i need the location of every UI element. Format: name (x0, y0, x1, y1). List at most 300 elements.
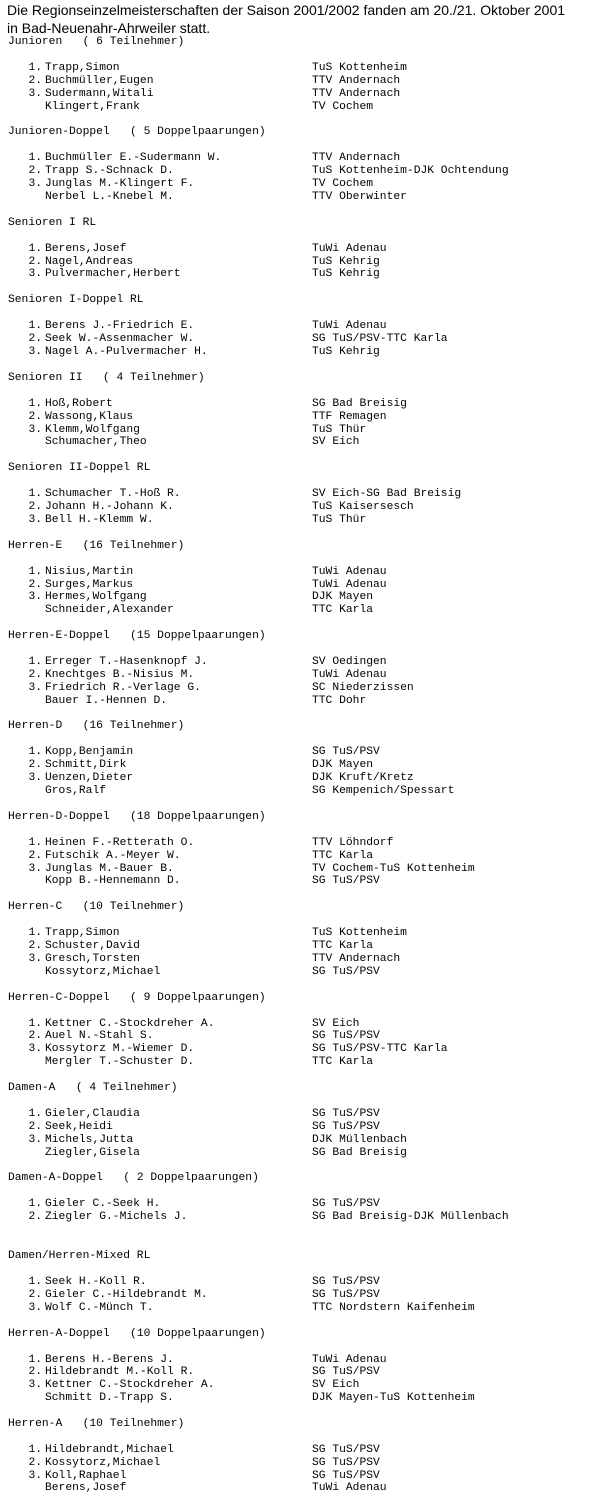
result-club: SG TuS/PSV (312, 1469, 380, 1482)
result-club: TuWi Adenau (312, 1482, 387, 1495)
result-club: TuS Kehrig (312, 345, 380, 358)
result-row (0, 1108, 600, 1121)
result-club: TTV Andernach (312, 74, 401, 87)
result-row (0, 411, 600, 424)
result-row (0, 953, 600, 966)
result-row (0, 927, 600, 940)
result-row (0, 1444, 600, 1457)
result-row (0, 165, 600, 178)
result-row (0, 1121, 600, 1134)
result-row (0, 424, 600, 437)
result-name: Surges,Markus (45, 578, 134, 591)
result-rank: 2. (28, 410, 42, 423)
result-row (0, 514, 600, 527)
result-name: Wassong,Klaus (45, 410, 134, 423)
result-name: Berens H.-Berens J. (45, 1353, 174, 1366)
result-row (0, 1198, 600, 1211)
result-club: SG TuS/PSV (312, 1107, 380, 1120)
result-row (0, 1366, 600, 1379)
category-section (0, 720, 600, 810)
result-row (0, 1457, 600, 1470)
result-name: Trapp S.-Schnack D. (45, 165, 174, 178)
result-rank: 3. (28, 1301, 42, 1314)
result-name: Kopp,Benjamin (45, 746, 134, 759)
result-name: Seek H.-Koll R. (45, 1276, 147, 1289)
result-name: Gieler C.-Seek H. (45, 1198, 161, 1211)
result-name: Gieler C.-Hildebrandt M. (45, 1288, 208, 1301)
result-name: Pulvermacher,Herbert (45, 268, 181, 281)
result-club: SG TuS/PSV (312, 875, 380, 888)
result-rank: 1. (28, 1276, 42, 1289)
result-row (0, 1043, 600, 1056)
result-rank: 1. (28, 320, 42, 333)
result-club: TTV Andernach (312, 952, 401, 965)
result-rank: 3. (28, 1043, 42, 1056)
category-section (0, 992, 600, 1082)
result-row (0, 243, 600, 256)
result-club: SG TuS/PSV (312, 1443, 380, 1456)
result-name: Auel N.-Stahl S. (45, 1030, 154, 1043)
result-rank: 1. (28, 488, 42, 501)
result-club: TTC Karla (312, 604, 374, 617)
result-row (0, 191, 600, 204)
results-list (0, 36, 600, 1508)
result-name: Michels,Jutta (45, 1133, 134, 1146)
participant-count: (15 Doppelpaarungen) (130, 630, 266, 643)
category-heading (0, 1418, 600, 1431)
result-name: Klemm,Wolfgang (45, 423, 140, 436)
result-row (0, 320, 600, 333)
category-title: Junioren (8, 36, 63, 48)
result-rank: 1. (28, 1107, 42, 1120)
category-section (0, 462, 600, 540)
participant-count: ( 2 Doppelpaarungen) (123, 1172, 259, 1185)
category-section (0, 630, 600, 720)
result-rank: 2. (28, 940, 42, 953)
result-club: TTV Andernach (312, 87, 401, 100)
category-heading (0, 1250, 600, 1263)
result-row (0, 1018, 600, 1031)
category-heading (0, 540, 600, 553)
category-section (0, 372, 600, 462)
result-rank: 3. (28, 681, 42, 694)
result-name: Knechtges B.-Nisius M. (45, 668, 195, 681)
result-name: Bauer I.-Hennen D. (45, 694, 168, 707)
result-club: TuS Kottenheim-DJK Ochtendung (312, 165, 509, 178)
result-name: Nisius,Martin (45, 565, 134, 578)
result-row (0, 940, 600, 953)
result-club: SG TuS/PSV (312, 1030, 380, 1043)
result-club: SV Eich (312, 1017, 360, 1030)
result-name: Futschik A.-Meyer W. (45, 849, 181, 862)
result-name: Sudermann,Witali (45, 87, 154, 100)
intro-line-2: in Bad-Neuenahr-Ahrweiler statt. (7, 20, 211, 36)
result-rank: 2. (28, 578, 42, 591)
result-club: SV Eich (312, 436, 360, 449)
result-club: SG TuS/PSV-TTC Karla (312, 1043, 448, 1056)
result-club: TTF Remagen (312, 410, 387, 423)
result-club: SG Kempenich/Spessart (312, 785, 455, 797)
category-section (0, 126, 600, 216)
result-name: Nagel,Andreas (45, 255, 134, 268)
category-section (0, 294, 600, 372)
result-club: TuS Thür (312, 513, 367, 526)
result-rank: 2. (28, 1288, 42, 1301)
result-rank: 2. (28, 165, 42, 178)
result-club: TuWi Adenau (312, 242, 387, 255)
result-club: SG Bad Breisig-DJK Müllenbach (312, 1211, 509, 1224)
result-name: Schumacher,Theo (45, 436, 147, 449)
category-heading (0, 372, 600, 385)
result-club: TTC Karla (312, 1056, 374, 1069)
result-row (0, 152, 600, 165)
result-name: Junglas M.-Klingert F. (45, 178, 195, 191)
result-rank: 1. (28, 836, 42, 849)
category-title: Herren-D (8, 720, 63, 733)
category-section (0, 901, 600, 991)
result-club: TuS Kehrig (312, 255, 380, 268)
result-name: Gros,Ralf (45, 785, 107, 797)
result-row (0, 1354, 600, 1367)
result-name: Schmitt,Dirk (45, 759, 127, 772)
result-row (0, 604, 600, 617)
result-row (0, 1211, 600, 1224)
participant-count: (18 Doppelpaarungen) (130, 810, 266, 823)
category-title: Herren-A-Doppel (8, 1327, 110, 1340)
result-club: DJK Müllenbach (312, 1133, 407, 1146)
result-club: TuWi Adenau (312, 320, 387, 333)
result-rank: 1. (28, 1353, 42, 1366)
result-club: TuS Kehrig (312, 268, 380, 281)
result-rank: 3. (28, 345, 42, 358)
result-name: Kettner C.-Stockdreher A. (45, 1017, 215, 1030)
result-name: Hildebrandt,Michael (45, 1443, 174, 1456)
category-section (0, 36, 600, 126)
result-name: Schmitt D.-Trapp S. (45, 1392, 174, 1405)
result-club: SG TuS/PSV (312, 1276, 380, 1289)
result-rank: 3. (28, 423, 42, 436)
result-name: Trapp,Simon (45, 62, 120, 74)
category-section (0, 1082, 600, 1172)
category-heading (0, 1082, 600, 1095)
result-name: Berens,Josef (45, 1482, 127, 1495)
result-name: Buchmüller,Eugen (45, 74, 154, 87)
result-club: TV Cochem-TuS Kottenheim (312, 862, 475, 875)
participant-count: ( 4 Teilnehmer) (102, 371, 205, 384)
result-club: TTV Löhndorf (312, 836, 394, 849)
category-heading (0, 720, 600, 733)
result-row (0, 772, 600, 785)
result-rank: 2. (28, 255, 42, 268)
result-club: DJK Mayen (312, 591, 374, 604)
result-row (0, 436, 600, 449)
result-club: TuS Thür (312, 423, 367, 436)
result-name: Seek W.-Assenmacher W. (45, 333, 195, 346)
intro-text (7, 1, 597, 37)
participant-count: (16 Teilnehmer) (82, 539, 185, 552)
category-title: Herren-D-Doppel (8, 810, 110, 823)
result-rank: 1. (28, 746, 42, 759)
result-club: DJK Mayen (312, 759, 374, 772)
category-heading (0, 126, 600, 139)
result-row (0, 178, 600, 191)
result-row (0, 669, 600, 682)
result-row (0, 398, 600, 411)
result-rank: 1. (28, 656, 42, 669)
result-rank: 3. (28, 178, 42, 191)
result-rank: 3. (28, 1379, 42, 1392)
participant-count: ( 5 Doppelpaarungen) (130, 126, 266, 139)
result-row (0, 1276, 600, 1289)
result-club: SV Eich-SG Bad Breisig (312, 488, 462, 501)
participant-count: (10 Teilnehmer) (82, 1417, 185, 1430)
result-rank: 1. (28, 1443, 42, 1456)
category-section (0, 811, 600, 901)
result-row (0, 1470, 600, 1483)
result-rank: 2. (28, 668, 42, 681)
category-section (0, 1418, 600, 1508)
result-name: Ziegler,Gisela (45, 1146, 140, 1159)
result-name: Koll,Raphael (45, 1469, 127, 1482)
result-club: TuWi Adenau (312, 1353, 387, 1366)
category-heading (0, 36, 600, 49)
result-row (0, 346, 600, 359)
participant-count: (10 Teilnehmer) (82, 901, 185, 914)
result-rank: 3. (28, 1133, 42, 1146)
result-rank: 3. (28, 513, 42, 526)
result-row (0, 759, 600, 772)
result-name: Heinen F.-Retterath O. (45, 836, 195, 849)
result-rank: 3. (28, 862, 42, 875)
result-name: Mergler T.-Schuster D. (45, 1056, 195, 1069)
result-name: Gieler,Claudia (45, 1107, 140, 1120)
result-club: TuWi Adenau (312, 565, 387, 578)
result-name: Gresch,Torsten (45, 952, 140, 965)
result-name: Klingert,Frank (45, 100, 140, 113)
result-rank: 1. (28, 927, 42, 940)
category-title: Junioren-Doppel (8, 126, 110, 139)
result-club: SG TuS/PSV (312, 1288, 380, 1301)
participant-count: ( 9 Doppelpaarungen) (130, 991, 266, 1004)
result-name: Hildebrandt M.-Koll R. (45, 1366, 195, 1379)
result-club: TTC Karla (312, 940, 374, 953)
result-rank: 1. (28, 397, 42, 410)
result-club: SV Eich (312, 1379, 360, 1392)
result-rank: 2. (28, 1366, 42, 1379)
result-rank: 2. (28, 759, 42, 772)
result-name: Seek,Heidi (45, 1120, 113, 1133)
result-club: SG Bad Breisig (312, 397, 407, 410)
result-row (0, 1302, 600, 1315)
result-club: TuWi Adenau (312, 578, 387, 591)
result-club: TuS Kottenheim (312, 927, 407, 940)
result-row (0, 1056, 600, 1069)
result-row (0, 1482, 600, 1495)
category-section (0, 1172, 600, 1250)
result-club: SG TuS/PSV-TTC Karla (312, 333, 448, 346)
result-rank: 3. (28, 87, 42, 100)
category-title: Senioren II-Doppel RL (8, 462, 151, 475)
result-club: TV Cochem (312, 178, 374, 191)
result-club: TTC Nordstern Kaifenheim (312, 1301, 475, 1314)
category-heading (0, 630, 600, 643)
category-heading (0, 811, 600, 824)
result-name: Berens,Josef (45, 242, 127, 255)
category-heading (0, 992, 600, 1005)
result-club: SG TuS/PSV (312, 1198, 380, 1211)
category-section (0, 217, 600, 295)
result-row (0, 850, 600, 863)
result-club: TTC Karla (312, 849, 374, 862)
result-row (0, 1379, 600, 1392)
result-club: DJK Kruft/Kretz (312, 772, 414, 785)
result-rank: 2. (28, 849, 42, 862)
result-club: TuS Kaisersesch (312, 501, 414, 514)
category-heading (0, 462, 600, 475)
result-club: SG TuS/PSV (312, 1120, 380, 1133)
result-club: SG TuS/PSV (312, 1456, 380, 1469)
result-row (0, 785, 600, 798)
result-row (0, 101, 600, 114)
category-title: Senioren II (8, 371, 83, 384)
result-rank: 2. (28, 1030, 42, 1043)
result-row (0, 1134, 600, 1147)
category-title: Herren-A (8, 1417, 63, 1430)
result-name: Schneider,Alexander (45, 604, 174, 617)
participant-count: (10 Doppelpaarungen) (130, 1327, 266, 1340)
result-row (0, 746, 600, 759)
category-title: Damen/Herren-Mixed RL (8, 1250, 151, 1263)
category-heading (0, 217, 600, 230)
category-section (0, 1328, 600, 1418)
result-name: Buchmüller E.-Sudermann W. (45, 152, 222, 165)
result-club: TTV Oberwinter (312, 190, 407, 203)
category-title: Senioren I-Doppel RL (8, 294, 144, 307)
result-rank: 1. (28, 152, 42, 165)
result-name: Junglas M.-Bauer B. (45, 862, 174, 875)
result-row (0, 695, 600, 708)
result-name: Kossytorz M.-Wiemer D. (45, 1043, 195, 1056)
result-rank: 3. (28, 772, 42, 785)
result-name: Uenzen,Dieter (45, 772, 134, 785)
result-name: Kossytorz,Michael (45, 1456, 161, 1469)
category-heading (0, 1172, 600, 1185)
result-name: Trapp,Simon (45, 927, 120, 940)
result-rank: 1. (28, 1017, 42, 1030)
category-title: Herren-C (8, 901, 63, 914)
result-row (0, 256, 600, 269)
result-rank: 2. (28, 1120, 42, 1133)
result-rank: 1. (28, 62, 42, 74)
result-row (0, 1030, 600, 1043)
result-club: DJK Mayen-TuS Kottenheim (312, 1392, 475, 1405)
category-title: Damen-A (8, 1081, 56, 1094)
result-name: Erreger T.-Hasenknopf J. (45, 656, 208, 669)
result-row (0, 863, 600, 876)
result-row (0, 566, 600, 579)
result-name: Schumacher T.-Hoß R. (45, 488, 181, 501)
result-rank: 1. (28, 565, 42, 578)
result-row (0, 333, 600, 346)
result-name: Friedrich R.-Verlage G. (45, 681, 201, 694)
category-heading (0, 1328, 600, 1341)
result-row (0, 1289, 600, 1302)
result-rank: 3. (28, 268, 42, 281)
result-rank: 2. (28, 333, 42, 346)
category-title: Senioren I RL (8, 216, 97, 229)
result-row (0, 488, 600, 501)
result-name: Nerbel L.-Knebel M. (45, 190, 174, 203)
result-row (0, 501, 600, 514)
result-rank: 2. (28, 1456, 42, 1469)
result-row (0, 837, 600, 850)
category-title: Damen-A-Doppel (8, 1172, 103, 1185)
participant-count: ( 4 Teilnehmer) (75, 1081, 178, 1094)
result-name: Berens J.-Friedrich E. (45, 320, 195, 333)
result-club: TV Cochem (312, 100, 374, 113)
result-name: Hoß,Robert (45, 397, 113, 410)
participant-count: ( 6 Teilnehmer) (82, 36, 185, 48)
result-row (0, 591, 600, 604)
category-heading (0, 901, 600, 914)
result-row (0, 1147, 600, 1160)
result-name: Johann H.-Johann K. (45, 501, 174, 514)
result-rank: 3. (28, 952, 42, 965)
result-club: TuS Kottenheim (312, 62, 407, 74)
result-club: TTV Andernach (312, 152, 401, 165)
result-club: TuWi Adenau (312, 668, 387, 681)
category-section (0, 1250, 600, 1328)
result-name: Kossytorz,Michael (45, 965, 161, 978)
result-club: SG TuS/PSV (312, 746, 380, 759)
result-club: SG TuS/PSV (312, 965, 380, 978)
result-club: SG TuS/PSV (312, 1366, 380, 1379)
result-rank: 2. (28, 74, 42, 87)
result-rank: 2. (28, 1211, 42, 1224)
result-club: SG Bad Breisig (312, 1146, 407, 1159)
result-rank: 1. (28, 1198, 42, 1211)
result-rank: 1. (28, 242, 42, 255)
result-name: Nagel A.-Pulvermacher H. (45, 345, 208, 358)
result-row (0, 1392, 600, 1405)
result-row (0, 875, 600, 888)
result-club: SC Niederzissen (312, 681, 414, 694)
result-name: Hermes,Wolfgang (45, 591, 147, 604)
result-name: Kopp B.-Hennemann D. (45, 875, 181, 888)
result-rank: 3. (28, 1469, 42, 1482)
result-row (0, 62, 600, 75)
result-row (0, 75, 600, 88)
result-row (0, 88, 600, 101)
result-rank: 2. (28, 501, 42, 514)
category-section (0, 540, 600, 630)
category-heading (0, 294, 600, 307)
intro-line-1: Die Regionseinzelmeisterschaften der Saison 2001/2002 fanden am 20./21. Oktober 2001 (7, 2, 566, 18)
result-row (0, 579, 600, 592)
result-row (0, 268, 600, 281)
result-rank: 3. (28, 591, 42, 604)
category-title: Herren-C-Doppel (8, 991, 110, 1004)
participant-count: (16 Teilnehmer) (82, 720, 185, 733)
category-title: Herren-E-Doppel (8, 630, 110, 643)
result-name: Schuster,David (45, 940, 140, 953)
result-name: Ziegler G.-Michels J. (45, 1211, 188, 1224)
category-title: Herren-E (8, 539, 63, 552)
result-club: TTC Dohr (312, 694, 367, 707)
result-name: Kettner C.-Stockdreher A. (45, 1379, 215, 1392)
result-name: Wolf C.-Münch T. (45, 1301, 154, 1314)
result-name: Bell H.-Klemm W. (45, 513, 154, 526)
